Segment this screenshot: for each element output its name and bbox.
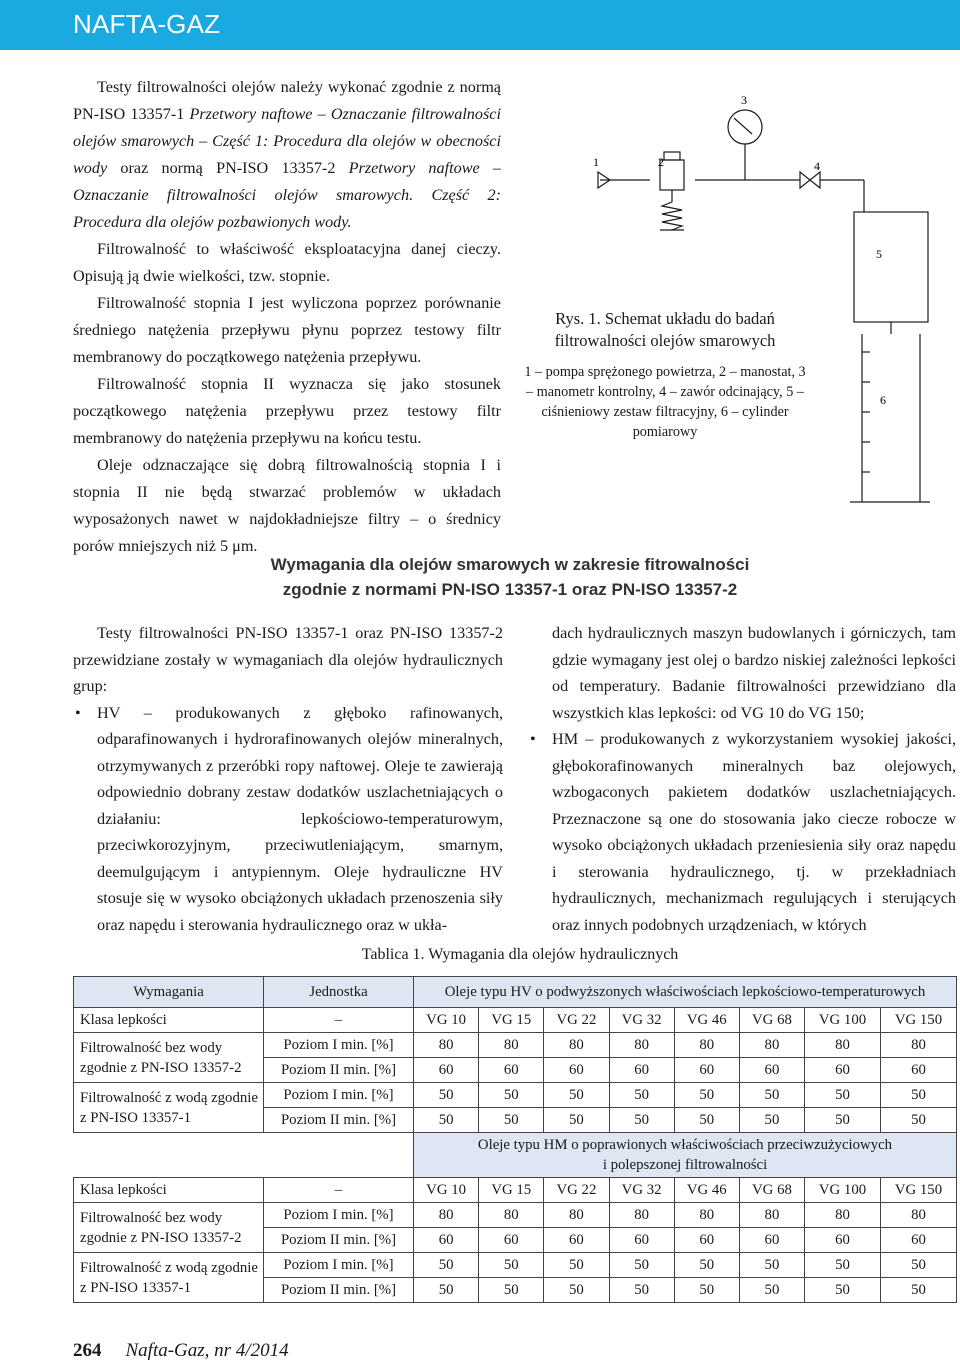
top-left-column — [73, 74, 501, 560]
value-cell: 80 — [805, 1033, 881, 1058]
value-cell: 60 — [544, 1228, 609, 1253]
value-cell: 50 — [739, 1108, 804, 1133]
value-cell: 50 — [674, 1108, 739, 1133]
figure-title: Rys. 1. Schemat układu do badań filtrowalności olejów smarowych — [554, 309, 776, 350]
value-cell: 80 — [609, 1033, 674, 1058]
bottom-left-column — [73, 620, 503, 938]
value-cell: 50 — [880, 1108, 956, 1133]
grade-cell: VG 46 — [674, 1008, 739, 1033]
unit-cell: – — [264, 1008, 414, 1033]
viscosity-label: Klasa lepkości — [74, 1178, 264, 1203]
list-item-hv: • HV – produkowanych z głęboko rafinowanych, odparafinowanych i hydrorafinowanych olejów mineralnych, otrzymywanych z przeróbki ropy naftowej. Oleje te zawierają odpowiednio dobrany zestaw dodatków uszlachetniających o działaniu: lepkościowo-temperaturowym, przeciwkorozyjnym, przeciwutleniającym, smarnym, deemulgującym i antypiennym. Oleje hydrauliczne HV stosuje się w wysoko obciążonych układach przenoszenia siły oraz napędu i sterowania hydraulicznego oraz w ukła- — [73, 700, 503, 939]
list-item-hm: • HM – produkowanych z wykorzystaniem wysokiej jakości, głębokorafinowanych mineralnych baz olejowych, wzbogaconych pakietem dodatków uszlachetniających. Przeznaczone są one do stosowania jako ciecze robocze w wysoko obciążonych układach przeniesienia siły oraz napędu i sterowania hydraulicznego, tj. w przekładniach hydraulicznych, mechanizmach regulujących i sterujących oraz innych podobnych urządzeniach, w których — [528, 726, 956, 938]
stage2-paragraph: Filtrowalność stopnia II wyznacza się jako stosunek początkowego natężenia przepływu przez testowy filtr membranowy do natężenia przepływu na końcu testu. — [73, 375, 501, 447]
value-cell: 60 — [609, 1228, 674, 1253]
value-cell: 50 — [880, 1278, 956, 1303]
filterability-wet-label: Filtrowalność z wodą zgodnie z PN-ISO 13357-1 — [74, 1083, 264, 1133]
grade-cell: VG 68 — [739, 1008, 804, 1033]
page-footer — [73, 1340, 289, 1362]
filterability-wet-label: Filtrowalność z wodą zgodnie z PN-ISO 13357-1 — [74, 1253, 264, 1303]
label-5: 5 — [876, 247, 882, 261]
bottom-right-column — [528, 620, 956, 938]
value-cell: 50 — [414, 1083, 479, 1108]
level-cell: Poziom I min. [%] — [264, 1253, 414, 1278]
value-cell: 50 — [544, 1108, 609, 1133]
label-6: 6 — [880, 393, 886, 407]
section-heading-line2: zgodnie z normami PN-ISO 13357-1 oraz PN-ISO 13357-2 — [282, 580, 738, 599]
table-row — [74, 1178, 957, 1203]
value-cell: 60 — [805, 1228, 881, 1253]
value-cell: 60 — [414, 1058, 479, 1083]
definition-paragraph: Filtrowalność to właściwość eksploatacyjna danej cieczy. Opisują ją dwie wielkości, tzw. stopnie. — [73, 240, 501, 285]
value-cell: 60 — [674, 1228, 739, 1253]
level-cell: Poziom I min. [%] — [264, 1033, 414, 1058]
value-cell: 50 — [544, 1083, 609, 1108]
value-cell: 50 — [414, 1278, 479, 1303]
grade-cell: VG 46 — [674, 1178, 739, 1203]
oil-groups-list — [73, 700, 503, 939]
level-cell: Poziom I min. [%] — [264, 1083, 414, 1108]
header-bar — [0, 0, 960, 50]
value-cell: 60 — [674, 1058, 739, 1083]
grade-cell: VG 68 — [739, 1178, 804, 1203]
label-4: 4 — [814, 159, 820, 173]
valve-symbol — [800, 172, 810, 188]
grade-cell: VG 150 — [880, 1178, 956, 1203]
header-hm — [414, 1133, 957, 1178]
table-caption: Tablica 1. Wymagania dla olejów hydraulicznych — [361, 946, 679, 963]
manostat-spring — [662, 202, 682, 230]
journal-issue: Nafta-Gaz, nr 4/2014 — [125, 1340, 289, 1361]
value-cell: 50 — [674, 1278, 739, 1303]
stage1-paragraph: Filtrowalność stopnia I jest wyliczona poprzez porównanie średniego natężenia przepływu płynu poprzez testowy filtr membranowy do początkowego natężenia przepływu. — [73, 294, 501, 366]
value-cell: 80 — [544, 1033, 609, 1058]
value-cell: 50 — [609, 1108, 674, 1133]
level-cell: Poziom II min. [%] — [264, 1228, 414, 1253]
value-cell: 50 — [479, 1253, 544, 1278]
value-cell: 60 — [805, 1058, 881, 1083]
value-cell: 80 — [880, 1203, 956, 1228]
grade-cell: VG 100 — [805, 1008, 881, 1033]
value-cell: 80 — [609, 1203, 674, 1228]
value-cell: 50 — [805, 1278, 881, 1303]
grade-cell: VG 22 — [544, 1178, 609, 1203]
value-cell: 50 — [805, 1108, 881, 1133]
grade-cell: VG 100 — [805, 1178, 881, 1203]
unit-cell: – — [264, 1178, 414, 1203]
level-cell: Poziom II min. [%] — [264, 1108, 414, 1133]
value-cell: 60 — [739, 1058, 804, 1083]
value-cell: 50 — [609, 1083, 674, 1108]
value-cell: 80 — [414, 1033, 479, 1058]
value-cell: 50 — [805, 1253, 881, 1278]
oil-groups-list-cont — [528, 726, 956, 938]
page-number: 264 — [73, 1340, 102, 1361]
value-cell: 60 — [739, 1228, 804, 1253]
blank-cell — [74, 1133, 414, 1178]
label-3: 3 — [741, 93, 747, 107]
value-cell: 80 — [479, 1203, 544, 1228]
filtration-schematic — [520, 72, 940, 512]
value-cell: 80 — [805, 1203, 881, 1228]
label-2: 2 — [658, 155, 664, 169]
grade-cell: VG 15 — [479, 1008, 544, 1033]
filterability-dry-label: Filtrowalność bez wody zgodnie z PN-ISO 13357-2 — [74, 1203, 264, 1253]
value-cell: 50 — [739, 1278, 804, 1303]
value-cell: 50 — [880, 1253, 956, 1278]
table-row — [74, 1203, 957, 1228]
value-cell: 60 — [414, 1228, 479, 1253]
value-cell: 60 — [880, 1228, 956, 1253]
value-cell: 80 — [674, 1033, 739, 1058]
value-cell: 60 — [544, 1058, 609, 1083]
value-cell: 50 — [544, 1278, 609, 1303]
label-1: 1 — [593, 155, 599, 169]
value-cell: 80 — [739, 1203, 804, 1228]
table-header-row — [74, 977, 957, 1008]
grade-cell: VG 22 — [544, 1008, 609, 1033]
value-cell: 60 — [479, 1228, 544, 1253]
figure-legend: 1 – pompa sprężonego powietrza, 2 – manostat, 3 – manometr kontrolny, 4 – zawór odcinający, 5 – ciśnieniowy zestaw filtracyjny, 6 – cylinder pomiarowy — [524, 364, 806, 440]
figure-caption — [520, 308, 810, 442]
conclusion-paragraph: Oleje odznaczające się dobrą filtrowalnością stopnia I i stopnia II nie będą stwarzać problemów w układach wyposażonych nawet w najdokładniejsze filtry – o średnicy porów mniejszych niż 5 μm. — [73, 456, 501, 555]
value-cell: 50 — [674, 1083, 739, 1108]
value-cell: 60 — [609, 1058, 674, 1083]
value-cell: 50 — [414, 1108, 479, 1133]
header-hm-line1: Oleje typu HM o poprawionych właściwościach przeciwzużyciowych — [477, 1137, 893, 1153]
value-cell: 50 — [674, 1253, 739, 1278]
hv-continuation: dach hydraulicznych maszyn budowlanych i górniczych, tam gdzie wymagany jest olej o bardzo niskiej zależności lepkości od temperatury. Badanie filtrowalności przewidziano dla wszystkich klas lepkości: od VG 10 do VG 150; — [552, 624, 956, 722]
value-cell: 80 — [880, 1033, 956, 1058]
value-cell: 50 — [609, 1278, 674, 1303]
header-hm-line2: i polepszonej filtrowalności — [602, 1157, 768, 1173]
viscosity-label: Klasa lepkości — [74, 1008, 264, 1033]
level-cell: Poziom II min. [%] — [264, 1278, 414, 1303]
header-requirements: Wymagania — [74, 977, 264, 1008]
value-cell: 60 — [479, 1058, 544, 1083]
journal-header-title: NAFTA-GAZ — [73, 9, 221, 39]
value-cell: 80 — [674, 1203, 739, 1228]
value-cell: 50 — [805, 1083, 881, 1108]
table-row — [74, 1033, 957, 1058]
value-cell: 80 — [414, 1203, 479, 1228]
grade-cell: VG 10 — [414, 1008, 479, 1033]
value-cell: 80 — [479, 1033, 544, 1058]
grade-cell: VG 15 — [479, 1178, 544, 1203]
grade-cell: VG 150 — [880, 1008, 956, 1033]
header-hv: Oleje typu HV o podwyższonych właściwościach lepkościowo-temperaturowych — [414, 977, 957, 1008]
value-cell: 50 — [414, 1253, 479, 1278]
filter-housing-symbol — [854, 212, 928, 322]
section-heading — [0, 552, 960, 602]
grade-cell: VG 32 — [609, 1008, 674, 1033]
value-cell: 60 — [880, 1058, 956, 1083]
requirements-table — [73, 976, 957, 1303]
value-cell: 50 — [609, 1253, 674, 1278]
header-unit: Jednostka — [264, 977, 414, 1008]
value-cell: 80 — [544, 1203, 609, 1228]
value-cell: 50 — [479, 1278, 544, 1303]
norms-paragraph: Testy filtrowalności olejów należy wykonać zgodnie z normą PN-ISO 13357-1 Przetwory naftowe – Oznaczanie filtrowalności olejów smarowych – Część 1: Procedura dla olejów w obecności wody oraz normą PN-ISO 13357-2 Przetwory naftowe – Oznaczanie filtrowalności olejów smarowych. Część 2: Procedura dla olejów pozbawionych wody. — [73, 78, 501, 231]
value-cell: 50 — [544, 1253, 609, 1278]
level-cell: Poziom II min. [%] — [264, 1058, 414, 1083]
table-row — [74, 1253, 957, 1278]
grade-cell: VG 32 — [609, 1178, 674, 1203]
value-cell: 80 — [739, 1033, 804, 1058]
value-cell: 50 — [880, 1083, 956, 1108]
value-cell: 50 — [479, 1083, 544, 1108]
groups-intro-paragraph: Testy filtrowalności PN-ISO 13357-1 oraz PN-ISO 13357-2 przewidziane zostały w wymaganiach dla olejów hydraulicznych grup: — [73, 624, 503, 695]
table-row — [74, 1083, 957, 1108]
section-heading-line1: Wymagania dla olejów smarowych w zakresie fitrowalności — [270, 555, 750, 574]
table-row — [74, 1008, 957, 1033]
filterability-dry-label: Filtrowalność bez wody zgodnie z PN-ISO 13357-2 — [74, 1033, 264, 1083]
value-cell: 50 — [739, 1083, 804, 1108]
value-cell: 50 — [479, 1108, 544, 1133]
grade-cell: VG 10 — [414, 1178, 479, 1203]
value-cell: 50 — [739, 1253, 804, 1278]
table-subheader-row — [74, 1133, 957, 1178]
level-cell: Poziom I min. [%] — [264, 1203, 414, 1228]
